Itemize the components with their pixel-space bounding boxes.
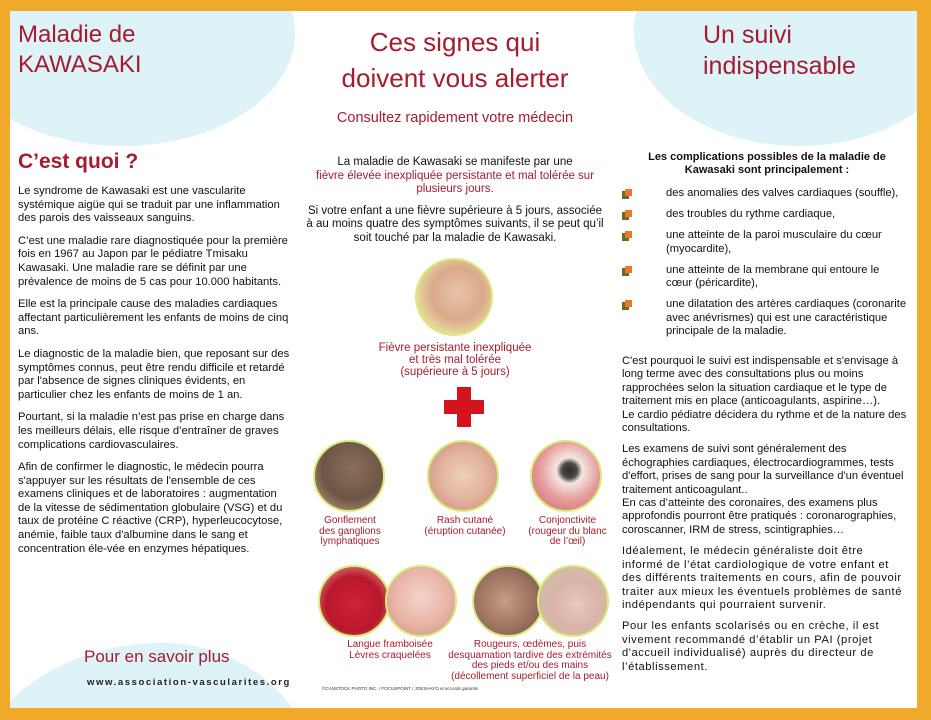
caption-line: (rougeur du blanc xyxy=(528,525,607,537)
paragraph: C’est une maladie rare diagnostiquée pour la première fois en 1967 au Japon par le pédiatre Tmisaku Kawasaki. Une maladie rare se définit par une prévalence de moins de 5 cas pour 10.000 habitants. xyxy=(18,234,288,288)
skin-rash-photo xyxy=(427,440,499,512)
caption-line: Conjonctivite xyxy=(538,515,597,526)
peeling-finger-photo xyxy=(537,565,609,637)
square-bullet-icon xyxy=(622,231,632,241)
caption-line: des ganglions xyxy=(319,525,381,537)
cracked-lips-photo xyxy=(385,565,457,637)
caption-lymph-nodes xyxy=(300,516,400,548)
list-item-text: une atteinte de la paroi musculaire du cœur (myocardite), xyxy=(666,229,882,255)
caption-line: (éruption cutanée) xyxy=(424,525,506,537)
right-body-text xyxy=(622,355,907,682)
caption-line: Rougeurs, œdèmes, puis xyxy=(473,639,587,650)
caption-line: Rash cutané xyxy=(436,515,494,526)
list-item xyxy=(622,208,907,222)
right-title-line2: indispensable xyxy=(703,52,856,80)
caption-line: Fièvre persistante inexpliquée xyxy=(378,342,532,354)
list-item-text: une dilatation des artères cardiaques (coronarite avec anévrismes) qui est une caractéristique principale de la maladie. xyxy=(666,298,907,337)
list-item-text: des troubles du rythme cardiaque, xyxy=(666,208,836,220)
red-cross-icon xyxy=(444,387,484,427)
caption-line: Lèvres craquelées xyxy=(349,649,431,661)
paragraph: Pourtant, si la maladie n’est pas prise en charge dans les meilleurs délais, elle risque d’entraîner de graves complications cardiovasculaires. xyxy=(18,411,285,451)
photo-credit: ©CANSTOCK PHOTO INC. / FOCUSPOINT / JOESHAYO et accords garantis xyxy=(322,686,479,691)
website-link[interactable]: www.association-vascularites.org xyxy=(87,677,291,688)
caption-line: (supérieure à 5 jours) xyxy=(400,366,510,378)
paragraph: Afin de confirmer le diagnostic, le médecin pourra s'appuyer sur les résultats de l'ensemble de ces examens cliniques et de laboratoires : augmentation de la vitesse de sédimentation globulaire (VSG) et du taux de protéine C réactive (CRP), hyperleucocytose, anémie, faible taux d'albumine dans le sang et concentration éle-vée en enzymes hépatiques. xyxy=(18,461,283,555)
caption-line: de l’œil) xyxy=(549,536,586,547)
paragraph-text: Le cardio pédiatre décidera du rythme et de la nature des consultations. xyxy=(622,408,907,435)
complications-heading: Les complications possibles de la maladie de Kawasaki sont principalement : xyxy=(648,151,886,176)
paragraph-text: En cas d’atteinte des coronaires, des examens plus approfondis pourront être pratiqués : coronarographies, coroscanner, IRM de stress, scintigraphies… xyxy=(622,497,897,536)
intro-highlight-text: fièvre élevée inexpliquée persistante et mal tolérée sur plusieurs jours. xyxy=(315,169,595,195)
feverish-baby-photo xyxy=(415,258,493,336)
swollen-hand-photo xyxy=(472,565,544,637)
caption-line: et très mal tolérée xyxy=(408,354,502,366)
list-item xyxy=(622,187,907,201)
paragraph: Le syndrome de Kawasaki est une vascularite systémique aigüe qui se traduit par une inflammation des parois des vaisseaux sanguins. xyxy=(18,185,280,225)
paragraph-text: Les examens de suivi sont généralement des échographies cardiaques, électrocardiogrammes, tests d'effort, prises de sang pour la surveillance d'un éventuel traitement anticoagulant.. xyxy=(622,443,904,496)
list-item xyxy=(622,264,907,291)
strawberry-tongue-photo xyxy=(318,565,390,637)
caption-line: des pieds et/ou des mains xyxy=(471,660,589,671)
middle-title xyxy=(305,24,605,96)
paragraph: Elle est la principale cause des maladies cardiaques affectant particulièrement les enfants de moins de cinq ans. xyxy=(18,298,289,338)
middle-intro xyxy=(305,156,605,253)
paragraph: Le diagnostic de la maladie bien, que reposant sur des symptômes connus, peut être rendu difficile et retardé par l'absence de signes cliniques évidents, en particulier chez les enfants de moins de 1 an. xyxy=(18,347,290,401)
more-info-heading: Pour en savoir plus xyxy=(84,647,230,666)
square-bullet-icon xyxy=(622,266,632,276)
paragraph: Idéalement, le médecin généraliste doit être informé de l’état cardiologique de votre enfant et des différents traitements en cours, afin de pouvoir traiter aux mieux les éventuels problèmes de santé indépendants qui pourraient survenir. xyxy=(622,545,902,611)
caption-line: Gonflement xyxy=(324,515,376,526)
list-item xyxy=(622,229,907,256)
left-title xyxy=(18,20,142,80)
section-heading-what-is-it: C’est quoi ? xyxy=(18,150,139,173)
paragraph-text: C'est pourquoi le suivi est indispensable et s'envisage à long terme avec des consultations plus ou moins rapprochées selon la situation cardiaque et le type de traitement mis en place (anticoagulants, aspirine…). xyxy=(622,355,899,408)
complications-list xyxy=(622,187,907,346)
right-title-line1: Un suivi xyxy=(703,21,792,49)
left-title-line2: KAWASAKI xyxy=(18,51,142,78)
list-item-text: des anomalies des valves cardiaques (souffle), xyxy=(666,187,899,199)
caption-mouth xyxy=(325,640,455,661)
caption-rash xyxy=(410,516,520,537)
caption-conjunctivitis xyxy=(515,516,620,548)
middle-subtitle: Consultez rapidement votre médecin xyxy=(336,110,574,126)
caption-line: (décollement superficiel de la peau) xyxy=(451,670,609,682)
square-bullet-icon xyxy=(622,189,632,199)
swollen-lymph-nodes-photo xyxy=(313,440,385,512)
caption-extremities xyxy=(440,640,620,682)
intro-paragraph-1 xyxy=(305,156,605,197)
square-bullet-icon xyxy=(622,210,632,220)
right-title xyxy=(703,20,856,82)
list-item xyxy=(622,298,907,339)
paragraph xyxy=(622,355,907,435)
list-item-text: une atteinte de la membrane qui entoure le cœur (péricardite), xyxy=(666,263,880,289)
intro-paragraph-2: Si votre enfant a une fièvre supérieure à 5 jours, associée à au moins quatre des symptômes suivants, il se peut qu’il soit touché par la maladie de Kawasaki. xyxy=(306,204,604,244)
left-body-text xyxy=(18,185,290,565)
conjunctivitis-photo xyxy=(530,440,602,512)
caption-line: lymphatiques xyxy=(320,536,380,547)
square-bullet-icon xyxy=(622,300,632,310)
middle-title-line2: doivent vous alerter xyxy=(341,63,569,93)
paragraph xyxy=(622,443,907,537)
paragraph: Pour les enfants scolarisés ou en crèche, il est vivement recommandé d’établir un PAI (projet d'accueil individualisé) auprès du directeur de l’établissement. xyxy=(622,620,880,673)
caption-line: desquamation tardive des extrémités xyxy=(448,649,612,661)
left-title-line1: Maladie de xyxy=(18,21,136,48)
intro-plain-text: La maladie de Kawasaki se manifeste par une xyxy=(337,156,573,168)
caption-fever xyxy=(330,342,580,378)
caption-line: Langue framboisée xyxy=(347,639,433,650)
middle-title-line1: Ces signes qui xyxy=(369,27,541,57)
